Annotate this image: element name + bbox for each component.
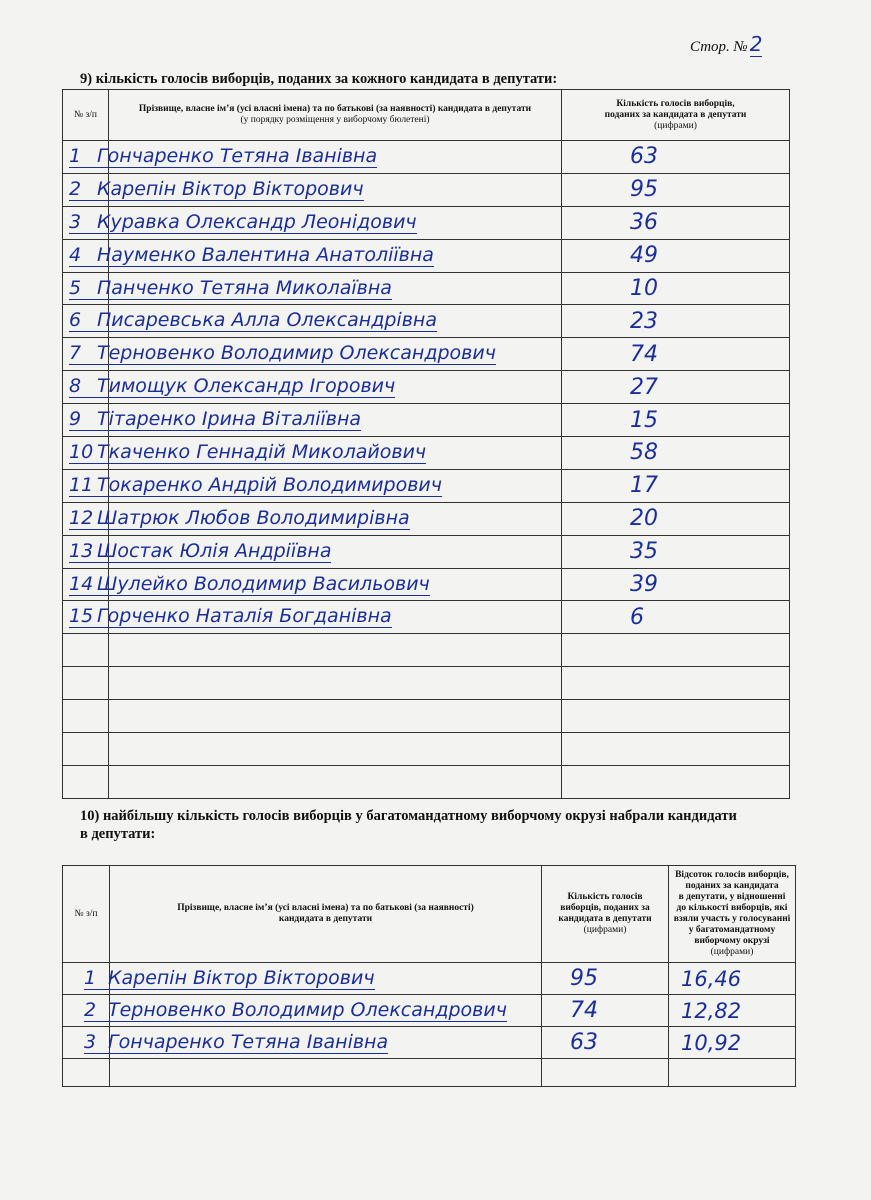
section-10-title-line1: 10) найбільшу кількість голосів виборців у багатомандатному виборчому окрузі набрали кандидати bbox=[80, 808, 737, 824]
cell-empty bbox=[109, 733, 562, 766]
header-percent-line8: (цифрами) bbox=[710, 947, 754, 957]
candidate-votes: 17 bbox=[562, 469, 790, 502]
candidate-number: 1 bbox=[69, 145, 82, 167]
candidate-votes: 74 bbox=[542, 995, 669, 1027]
candidate-name-cell bbox=[84, 1027, 542, 1059]
candidate-votes-table bbox=[62, 89, 790, 799]
candidate-number: 12 bbox=[69, 506, 94, 529]
table-row bbox=[63, 272, 790, 305]
header-name-main: Прізвище, власне ім’я (усі власні імена) та по батькові (за наявності) кандидата в депутати bbox=[138, 104, 532, 114]
candidate-name: Гончаренко Тетяна Іванівна bbox=[108, 1031, 389, 1053]
empty-table-row bbox=[63, 667, 790, 700]
header-votes-line2: поданих за кандидата в депутати bbox=[604, 109, 747, 120]
candidate-entry bbox=[84, 999, 507, 1022]
candidate-votes: 15 bbox=[562, 404, 790, 437]
candidate-entry bbox=[69, 309, 437, 332]
candidate-votes: 39 bbox=[562, 568, 790, 601]
candidate-entry bbox=[84, 1031, 388, 1054]
candidate-name-cell bbox=[69, 469, 562, 502]
candidate-entry bbox=[69, 211, 417, 234]
candidate-name: Тітаренко Ірина Віталіївна bbox=[97, 408, 362, 431]
cell-empty bbox=[63, 1059, 110, 1087]
cell-empty bbox=[562, 700, 790, 733]
candidate-name: Горченко Наталія Богданівна bbox=[97, 605, 392, 628]
table-header-row bbox=[63, 866, 796, 963]
candidate-votes: 95 bbox=[562, 173, 790, 206]
table-row bbox=[63, 1027, 796, 1059]
candidate-percent: 10,92 bbox=[669, 1027, 796, 1059]
candidate-name: Шатрюк Любов Володимирівна bbox=[97, 506, 410, 529]
candidate-votes: 35 bbox=[562, 535, 790, 568]
cell-empty bbox=[109, 700, 562, 733]
header-percent-line7: виборчому окрузі bbox=[694, 936, 770, 946]
candidate-entry bbox=[69, 178, 364, 201]
page-number bbox=[690, 32, 762, 56]
cell-empty bbox=[63, 634, 109, 667]
candidate-entry bbox=[69, 375, 395, 398]
candidate-name-cell bbox=[69, 338, 562, 371]
cell-empty bbox=[562, 634, 790, 667]
cell-empty bbox=[542, 1059, 669, 1087]
table-row bbox=[63, 206, 790, 239]
candidate-name: Писаревська Алла Олександрівна bbox=[97, 309, 437, 332]
table-row bbox=[63, 404, 790, 437]
header-name-line2: кандидата в депутати bbox=[278, 914, 373, 924]
candidate-votes: 63 bbox=[542, 1027, 669, 1059]
candidate-name: Ткаченко Геннадій Миколайович bbox=[97, 441, 427, 464]
section-10-title bbox=[80, 807, 737, 843]
candidate-number: 7 bbox=[69, 342, 82, 365]
table-row bbox=[63, 338, 790, 371]
header-percent-line6: у багатомандатному bbox=[688, 925, 776, 935]
header-name bbox=[109, 90, 562, 141]
table-row bbox=[63, 239, 790, 272]
candidate-number: 11 bbox=[69, 473, 94, 496]
candidate-number: 8 bbox=[69, 375, 82, 398]
candidate-number: 3 bbox=[84, 1031, 97, 1053]
cell-empty bbox=[63, 700, 109, 733]
candidate-entry bbox=[69, 573, 430, 596]
header-votes-line3: (цифрами) bbox=[654, 120, 697, 131]
candidate-entry bbox=[84, 967, 375, 990]
candidate-entry bbox=[69, 605, 392, 628]
empty-table-row bbox=[63, 700, 790, 733]
header-name bbox=[110, 866, 542, 963]
candidate-name: Панченко Тетяна Миколаївна bbox=[97, 276, 392, 299]
cell-empty bbox=[562, 765, 790, 798]
candidate-percent: 12,82 bbox=[669, 995, 796, 1027]
header-percent-line4: до кількості виборців, які bbox=[676, 903, 788, 913]
candidate-number: 2 bbox=[69, 177, 82, 200]
candidate-number: 1 bbox=[84, 967, 97, 989]
header-percent-line5: взяли участь у голосуванні bbox=[673, 914, 791, 924]
table-row bbox=[63, 371, 790, 404]
candidate-entry bbox=[69, 342, 496, 365]
cell-empty bbox=[63, 765, 109, 798]
table-row bbox=[63, 173, 790, 206]
table-row bbox=[63, 568, 790, 601]
candidate-entry bbox=[69, 441, 426, 464]
candidate-votes: 6 bbox=[562, 601, 790, 634]
candidate-name: Токаренко Андрій Володимирович bbox=[97, 473, 442, 496]
candidate-entry bbox=[69, 145, 377, 168]
candidate-name: Карепін Віктор Вікторович bbox=[97, 177, 364, 200]
header-votes-line3: кандидата в депутати bbox=[558, 914, 652, 924]
table-row bbox=[63, 305, 790, 338]
table-row bbox=[63, 437, 790, 470]
cell-empty bbox=[109, 634, 562, 667]
header-votes-line4: (цифрами) bbox=[583, 925, 627, 935]
candidate-name: Терновенко Володимир Олександрович bbox=[97, 342, 496, 365]
candidate-entry bbox=[69, 408, 361, 431]
header-percent bbox=[669, 866, 796, 963]
candidate-votes: 27 bbox=[562, 371, 790, 404]
table-row bbox=[63, 141, 790, 174]
candidate-name: Гончаренко Тетяна Іванівна bbox=[97, 145, 378, 167]
table-row bbox=[63, 995, 796, 1027]
candidate-rows bbox=[63, 141, 790, 799]
page-number-value: 2 bbox=[749, 32, 763, 56]
candidate-number: 9 bbox=[69, 408, 82, 431]
table-row bbox=[63, 535, 790, 568]
candidate-votes: 74 bbox=[562, 338, 790, 371]
header-number: № з/п bbox=[63, 866, 110, 963]
cell-empty bbox=[562, 667, 790, 700]
top-candidates-table bbox=[62, 865, 796, 1087]
cell-empty bbox=[63, 733, 109, 766]
candidate-votes: 20 bbox=[562, 502, 790, 535]
header-name-note: (у порядку розміщення у виборчому бюлетені) bbox=[240, 115, 430, 125]
candidate-entry bbox=[69, 277, 392, 300]
header-number: № з/п bbox=[63, 90, 109, 141]
cell-empty bbox=[562, 733, 790, 766]
table-row bbox=[63, 502, 790, 535]
candidate-entry bbox=[69, 244, 434, 267]
header-votes-line1: Кількість голосів виборців, bbox=[616, 98, 735, 109]
table-row bbox=[63, 469, 790, 502]
table-row bbox=[63, 601, 790, 634]
candidate-votes: 49 bbox=[562, 239, 790, 272]
section-9-title: 9) кількість голосів виборців, поданих за кожного кандидата в депутати: bbox=[80, 71, 558, 87]
candidate-name-cell bbox=[69, 173, 562, 206]
empty-table-row bbox=[63, 1059, 796, 1087]
candidate-votes: 10 bbox=[562, 272, 790, 305]
header-percent-line2: поданих за кандидата bbox=[685, 881, 779, 891]
candidate-name-cell bbox=[69, 404, 562, 437]
candidate-name-cell bbox=[69, 371, 562, 404]
candidate-number: 10 bbox=[69, 441, 94, 464]
cell-empty bbox=[109, 667, 562, 700]
candidate-name-cell bbox=[69, 239, 562, 272]
candidate-name-cell bbox=[69, 437, 562, 470]
header-votes-line2: виборців, поданих за bbox=[560, 903, 650, 913]
section-10-title-line2: в депутати: bbox=[80, 826, 156, 842]
empty-table-row bbox=[63, 634, 790, 667]
candidate-entry bbox=[69, 540, 331, 563]
candidate-votes: 36 bbox=[562, 206, 790, 239]
header-percent-line3: в депутати, у відношенні bbox=[678, 892, 786, 902]
candidate-name: Куравка Олександр Леонідович bbox=[97, 210, 417, 233]
candidate-percent: 16,46 bbox=[669, 963, 796, 995]
candidate-name: Шулейко Володимир Васильович bbox=[97, 572, 430, 595]
candidate-name-cell bbox=[69, 272, 562, 305]
header-votes bbox=[542, 866, 669, 963]
candidate-number: 15 bbox=[69, 605, 94, 628]
table-row bbox=[63, 963, 796, 995]
candidate-votes: 23 bbox=[562, 305, 790, 338]
candidate-name-cell bbox=[69, 502, 562, 535]
top-candidate-rows bbox=[63, 963, 796, 1087]
candidate-name: Карепін Віктор Вікторович bbox=[108, 967, 375, 989]
candidate-number: 13 bbox=[69, 539, 94, 562]
candidate-name-cell bbox=[69, 141, 562, 174]
empty-table-row bbox=[63, 733, 790, 766]
candidate-name: Шостак Юлія Андріївна bbox=[97, 539, 332, 562]
candidate-number: 14 bbox=[69, 572, 94, 595]
cell-empty bbox=[63, 667, 109, 700]
cell-empty bbox=[110, 1059, 542, 1087]
empty-table-row bbox=[63, 765, 790, 798]
candidate-name-cell bbox=[69, 601, 562, 634]
candidate-number: 6 bbox=[69, 309, 82, 332]
cell-empty bbox=[109, 765, 562, 798]
candidate-number: 5 bbox=[69, 276, 82, 299]
candidate-number: 4 bbox=[69, 243, 82, 266]
candidate-name-cell bbox=[84, 963, 542, 995]
candidate-votes: 95 bbox=[542, 963, 669, 995]
header-percent-line1: Відсоток голосів виборців, bbox=[675, 870, 789, 880]
candidate-votes: 58 bbox=[562, 437, 790, 470]
candidate-name-cell bbox=[84, 995, 542, 1027]
candidate-name-cell bbox=[69, 535, 562, 568]
candidate-name: Науменко Валентина Анатоліївна bbox=[97, 243, 434, 266]
candidate-name-cell bbox=[69, 305, 562, 338]
candidate-name-cell bbox=[69, 568, 562, 601]
candidate-entry bbox=[69, 474, 442, 497]
candidate-name: Терновенко Володимир Олександрович bbox=[108, 999, 507, 1021]
header-votes bbox=[562, 90, 790, 141]
candidate-number: 2 bbox=[84, 999, 97, 1021]
candidate-name-cell bbox=[69, 206, 562, 239]
candidate-name: Тимощук Олександр Ігорович bbox=[97, 375, 396, 398]
header-votes-line1: Кількість голосів bbox=[567, 892, 643, 902]
candidate-votes: 63 bbox=[562, 141, 790, 174]
page-number-label: Стор. № bbox=[690, 39, 748, 55]
cell-empty bbox=[669, 1059, 796, 1087]
candidate-number: 3 bbox=[69, 210, 82, 233]
table-header-row bbox=[63, 90, 790, 141]
header-name-line1: Прізвище, власне ім’я (усі власні імена) та по батькові (за наявності) bbox=[177, 903, 474, 913]
candidate-entry bbox=[69, 507, 410, 530]
